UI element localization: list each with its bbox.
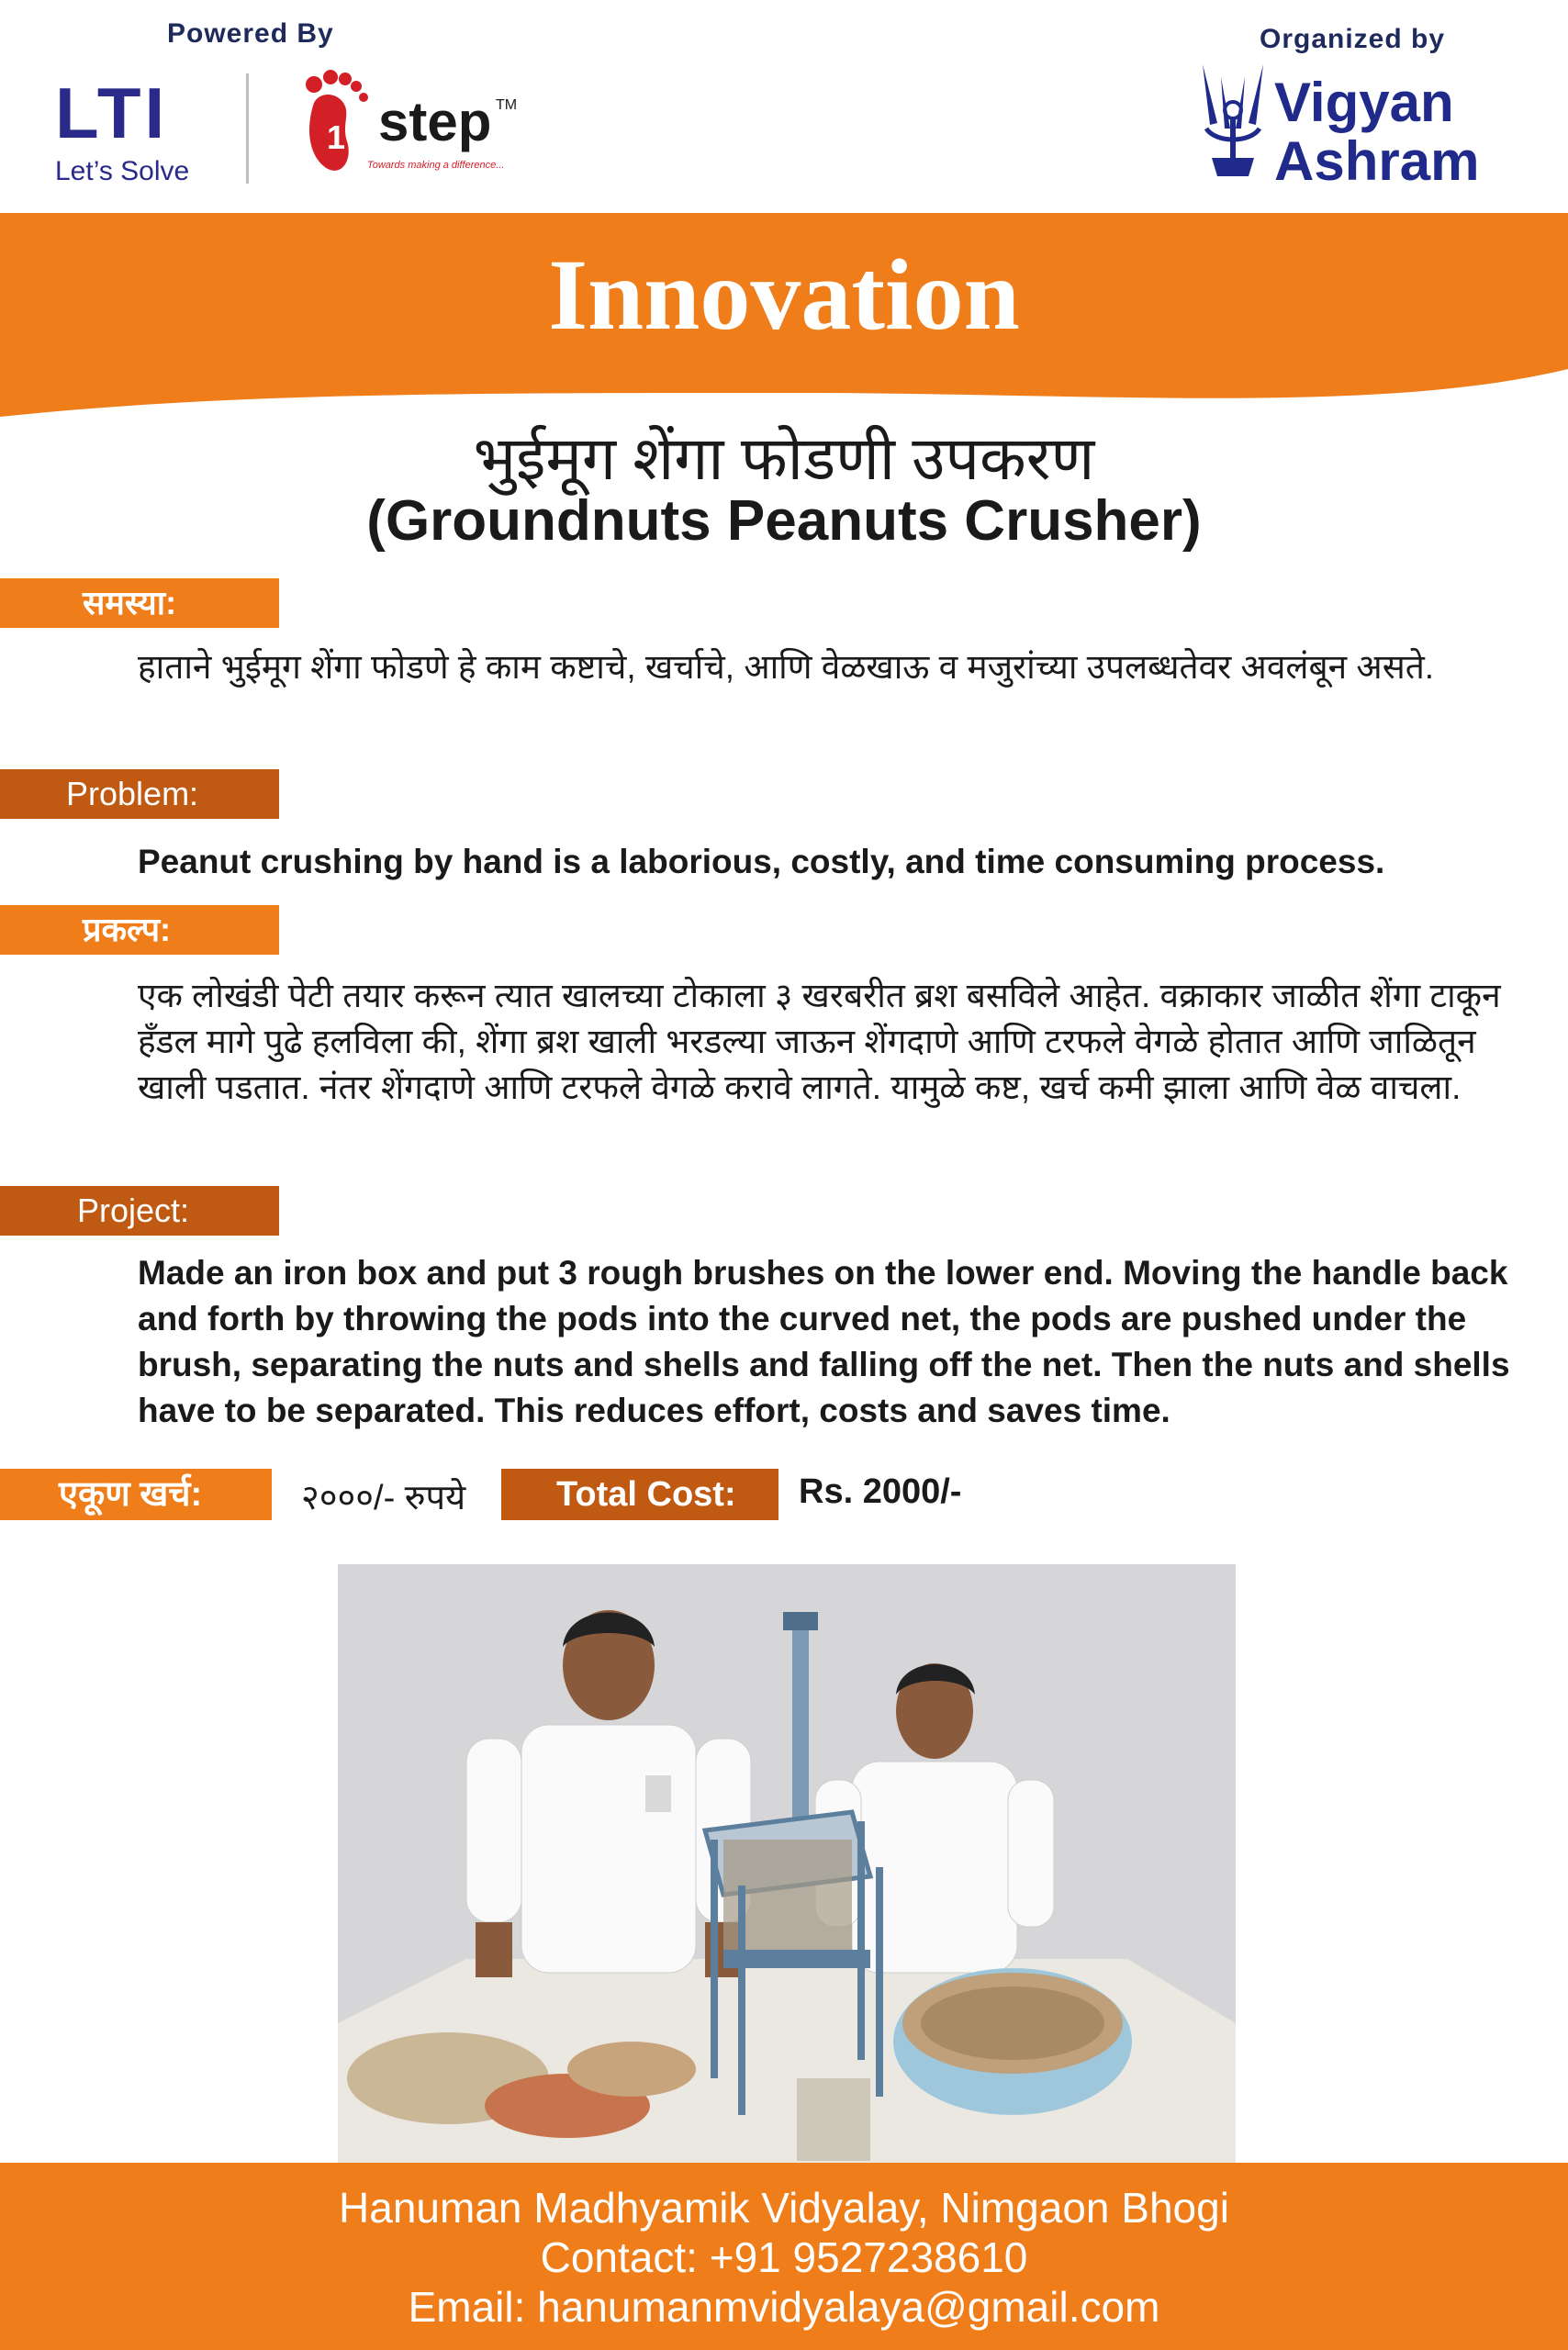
vigyan-ashram-logo-text	[1274, 73, 1479, 191]
banner-title: Innovation	[548, 239, 1020, 351]
vigyan-ashram-emblem-icon	[1193, 59, 1272, 187]
footer-email: Email: hanumanmvidyalaya@gmail.com	[408, 2283, 1160, 2331]
footer-school: Hanuman Madhyamik Vidyalay, Nimgaon Bhogi	[339, 2184, 1229, 2232]
project-en-text: Made an iron box and put 3 rough brushes on the lower end. Moving the handle back and forth by throwing the pods into the curved net, the pods are pushed under the brush, separating the nuts and shells and falling off the net. Then the nuts and shells have to be separated. This reduces effort, costs and saves time.	[138, 1254, 1510, 1429]
title-english: (Groundnuts Peanuts Crusher)	[366, 489, 1202, 553]
problem-mr-tag: समस्या:	[0, 578, 279, 628]
organized-by-label: Organized by	[1260, 24, 1446, 54]
project-en-tag: Project:	[0, 1186, 279, 1236]
project-mr-tag: प्रकल्प:	[0, 905, 279, 955]
project-photo	[338, 1564, 1236, 2165]
lti-tagline: Let’s Solve	[55, 156, 190, 186]
logo-divider	[246, 73, 249, 184]
powered-by-label: Powered By	[167, 18, 334, 49]
va-line-2: Ashram	[1274, 130, 1480, 192]
step-logo-text: step	[378, 91, 492, 152]
total-cost-en-value: Rs. 2000/-	[799, 1472, 962, 1511]
step-number: 1	[327, 118, 346, 156]
project-mr-text: एक लोखंडी पेटी तयार करून त्यात खालच्या टोकाला ३ खरबरीत ब्रश बसविले आहेत. वक्राकार जाळीत शेंगा टाकून हँडल मागे पुढे हलविला की, शेंगा ब्रश खाली भरडल्या जाऊन शेंगदाणे आणि टरफले वेगळे होतात आणि जाळितून खाली पडतात. नंतर शेंगदाणे आणि टरफले वेगळे करावे लागते. यामुळे कष्ट, खर्च कमी झाला आणि वेळ वाचला.	[138, 977, 1501, 1106]
va-line-1: Vigyan	[1274, 72, 1454, 133]
title-marathi: भुईमूग शेंगा फोडणी उपकरण	[473, 424, 1095, 492]
problem-mr-text: हाताने भुईमूग शेंगा फोडणे हे काम कष्टाचे, खर्चाचे, आणि वेळखाऊ व मजुरांच्या उपलब्धतेवर अवलंबून असते.	[138, 648, 1435, 686]
lti-logo: LTI	[55, 73, 169, 153]
step-trademark: TM	[496, 97, 518, 113]
total-cost-mr-tag: एकूण खर्च:	[0, 1469, 272, 1520]
problem-en-tag: Problem:	[0, 769, 279, 819]
total-cost-en-tag: Total Cost:	[501, 1469, 778, 1520]
total-cost-mr-value: २०००/- रुपये	[301, 1479, 466, 1517]
peanut-bowl	[893, 1968, 1132, 2115]
footer-contact: Contact: +91 9527238610	[540, 2233, 1028, 2281]
problem-en-text: Peanut crushing by hand is a laborious, costly, and time consuming process.	[138, 843, 1385, 880]
step-tagline: Towards making a difference...	[367, 160, 505, 171]
footprint-icon	[286, 66, 378, 176]
